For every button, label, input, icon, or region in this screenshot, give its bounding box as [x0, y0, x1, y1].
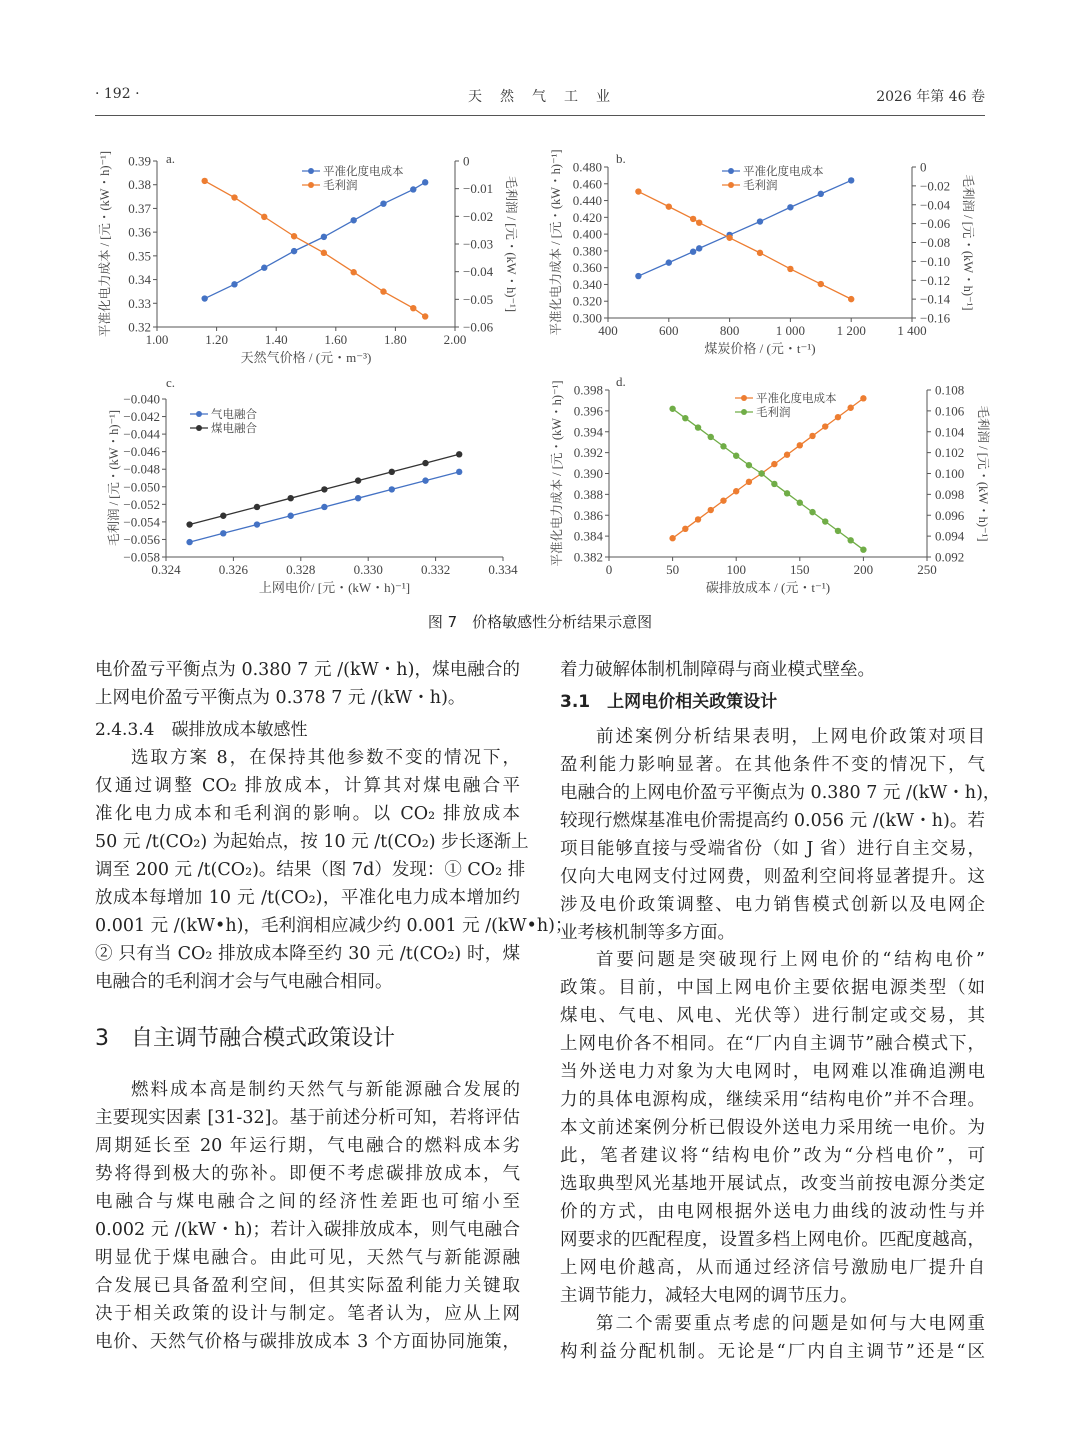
x-tick-label: 1.80: [384, 332, 407, 347]
y2-tick-label: 0.104: [935, 424, 965, 440]
text-line: 势将得到极大的弥补。即便不考虑碳排放成本，气: [95, 1164, 520, 1184]
text-line: 较现行燃煤基准电价需提高约 0.056 元 /(kW・h)。若: [560, 810, 985, 831]
chart-panel-c: [106, 375, 518, 595]
series-line: [673, 409, 864, 550]
text-line: 主要现实因素 [31-32]。基于前述分析可知，若将评估: [95, 1108, 520, 1128]
x-tick-label: 200: [853, 562, 874, 577]
text-line: 合发展已具备盈利空间，但其实际盈利能力关键取: [95, 1276, 520, 1296]
data-point: [422, 179, 428, 185]
y-tick-label: 0.396: [573, 403, 603, 419]
text-line: 电融合的上网电价盈亏平衡点为 0.380 7 元 /(kW・h)，: [560, 782, 1001, 803]
text-line: 仅通过调整 CO₂ 排放成本，计算其对煤电融合平: [95, 776, 520, 796]
legend-label: 平准化度电成本: [323, 166, 404, 178]
issue-info: 2026 年第 46 卷: [876, 89, 985, 105]
paragraph: [95, 1076, 520, 1356]
x-axis-label: 煤炭价格 / (元・t⁻¹): [704, 341, 816, 356]
x-tick-label: 2.00: [443, 332, 467, 347]
data-point: [635, 273, 641, 279]
y2-tick-label: −0.01: [463, 181, 494, 197]
x-tick-label: 0.334: [488, 562, 518, 577]
data-point: [797, 442, 803, 448]
x-tick-label: 1 200: [836, 323, 866, 338]
data-point: [231, 194, 237, 200]
x-tick-label: 1.40: [264, 332, 288, 347]
data-point: [666, 203, 672, 209]
series-line: [673, 398, 864, 538]
data-point: [757, 250, 763, 256]
data-point: [380, 200, 386, 206]
text-line: 0.001 元 /(kW•h)，毛利润相应减少约 0.001 元 /(kW•h)；: [95, 916, 573, 936]
y-tick-label: 0.32: [128, 319, 151, 335]
data-point: [733, 488, 739, 494]
x-tick-label: 100: [726, 562, 746, 577]
text-line: 仅向大电网支付过网费，则盈利空间将显著提升。这: [560, 866, 985, 887]
data-point: [186, 521, 192, 527]
text-line: 力的具体电源构成，继续采用“结构电价”并不合理。: [560, 1090, 985, 1111]
data-point: [422, 477, 428, 483]
text-line: 政策。目前，中国上网电价主要依据电源类型（如: [560, 978, 985, 999]
x-tick-label: 1.00: [145, 332, 169, 347]
data-point: [695, 424, 701, 430]
text-line: 50 元 /t(CO₂) 为起始点，按 10 元 /t(CO₂) 步长逐渐上: [95, 832, 529, 852]
y-tick-label: 0.420: [572, 209, 602, 225]
data-point: [695, 516, 701, 522]
x-tick-label: 400: [598, 323, 618, 338]
data-point: [321, 504, 327, 510]
legend-label: 平准化度电成本: [756, 393, 837, 405]
text-line: 涉及电价政策调整、电力销售模式创新以及电网企: [560, 894, 985, 915]
data-point: [818, 191, 824, 197]
data-point: [254, 504, 260, 510]
y2-tick-label: 0: [920, 159, 927, 175]
x-tick-label: 1 000: [775, 323, 806, 338]
data-point: [809, 509, 815, 515]
y-tick-label: 0.320: [572, 293, 602, 309]
data-point: [771, 481, 777, 487]
y-tick-label: 0.440: [572, 193, 602, 209]
y-tick-label: −0.048: [123, 461, 160, 477]
data-point: [733, 453, 739, 459]
y-tick-label: −0.050: [123, 479, 160, 495]
y2-tick-label: −0.10: [920, 253, 951, 269]
legend-label: 毛利润: [756, 407, 791, 419]
paragraph: [95, 656, 520, 712]
data-point: [261, 214, 267, 220]
text-line: 燃料成本高是制约天然气与新能源融合发展的: [131, 1080, 520, 1100]
text-line: 项目能够直接与受端省份（如 J 省）进行自主交易，: [560, 838, 985, 859]
y-tick-label: 0.392: [573, 445, 603, 461]
y-tick-label: −0.044: [123, 426, 160, 442]
data-point: [726, 235, 732, 241]
y-tick-label: 0.33: [128, 295, 151, 311]
data-point: [220, 530, 226, 536]
text-line: 准化电力成本和毛利润的影响。以 CO₂ 排放成本: [95, 804, 520, 824]
x-tick-label: 0.330: [353, 562, 383, 577]
y-tick-label: 0.360: [572, 260, 602, 276]
y-tick-label: 0.300: [572, 310, 602, 326]
data-point: [456, 469, 462, 475]
text-line: 构利益分配机制。无论是“厂内自主调节”还是“区: [560, 1342, 985, 1363]
data-point: [771, 461, 777, 467]
data-point: [860, 395, 866, 401]
x-tick-label: 0.328: [286, 562, 316, 577]
y2-tick-label: −0.16: [920, 310, 951, 326]
text-line: 电融合的毛利润才会与气电融合相同。: [95, 972, 393, 992]
y2-tick-label: −0.08: [920, 235, 951, 250]
journal-title: 天 然 气 工 业: [468, 89, 612, 105]
data-point: [696, 219, 702, 225]
y2-axis-label: 毛利润 / [元・(kW・h)⁻¹]: [504, 175, 518, 313]
text-line: 放成本每增加 10 元 /t(CO₂)，平准化电力成本增加约: [95, 888, 520, 908]
y2-tick-label: 0: [463, 153, 470, 169]
chart-panel-d: [549, 374, 991, 595]
data-point: [720, 497, 726, 503]
data-point: [682, 415, 688, 421]
y2-tick-label: −0.02: [920, 178, 951, 194]
y-tick-label: 0.39: [128, 153, 151, 169]
text-line: 价的方式，由电网根据外送电力曲线的波动性与并: [560, 1202, 985, 1223]
series-1: [669, 405, 866, 553]
y-tick-label: 0.35: [128, 248, 151, 264]
y-tick-label: 0.382: [573, 549, 603, 565]
data-point: [321, 486, 327, 492]
data-point: [669, 535, 675, 541]
data-point: [321, 234, 327, 240]
y-tick-label: 0.480: [572, 159, 602, 175]
data-point: [410, 305, 416, 311]
y-tick-label: 0.340: [572, 276, 602, 292]
x-tick-label: 50: [666, 562, 680, 577]
x-tick-label: 1.60: [324, 332, 348, 347]
series-1: [186, 421, 462, 528]
y2-tick-label: −0.04: [920, 197, 951, 213]
data-point: [822, 423, 828, 429]
text-line: 上网电价盈亏平衡点为 0.378 7 元 /(kW・h)。: [95, 688, 466, 708]
data-point: [682, 526, 688, 532]
text-line: 主调节能力，减轻大电网的调节压力。: [560, 1286, 858, 1307]
legend-label: 煤电融合: [211, 423, 257, 435]
data-point: [201, 178, 207, 184]
y2-tick-label: 0.102: [935, 445, 965, 461]
data-point: [635, 188, 641, 194]
text-line: 着力破解体制机制障碍与商业模式壁垒。: [560, 660, 875, 680]
data-point: [784, 490, 790, 496]
figure-caption: 图 7 价格敏感性分析结果示意图: [427, 613, 653, 631]
x-axis-label: 上网电价/ [元・(kW・h)⁻¹]: [258, 580, 411, 595]
panel-label: c.: [166, 375, 176, 390]
y-axis-label: 平准化电力成本 / [元・(kW・h)⁻¹]: [549, 149, 563, 336]
y-tick-label: 0.34: [128, 272, 151, 288]
data-point: [708, 507, 714, 513]
x-tick-label: 1 400: [897, 323, 927, 338]
paragraph: [95, 744, 573, 996]
legend-label: 毛利润: [323, 180, 358, 192]
data-point: [784, 452, 790, 458]
x-tick-label: 250: [917, 562, 937, 577]
section-heading: 3.1 上网电价相关政策设计: [560, 691, 778, 712]
y2-tick-label: −0.04: [463, 264, 494, 280]
data-point: [389, 486, 395, 492]
text-line: 网要求的匹配程度，设置多档上网电价。匹配度越高，: [560, 1230, 985, 1251]
text-line: 电价、天然气价格与碳排放成本 3 个方面协同施策，: [95, 1332, 520, 1352]
left-column: [95, 656, 573, 1356]
text-line: 选取方案 8，在保持其他参数不变的情况下，: [131, 748, 520, 768]
data-point: [291, 233, 297, 239]
legend-label: 毛利润: [743, 180, 778, 192]
text-line: 周期延长至 20 年运行期，气电融合的燃料成本劣: [95, 1136, 520, 1156]
panel-label: a.: [166, 151, 176, 166]
data-point: [848, 177, 854, 183]
x-tick-label: 600: [659, 323, 679, 338]
y2-tick-label: 0.100: [935, 466, 965, 481]
legend-marker: [308, 182, 314, 188]
text-line: ② 只有当 CO₂ 排放成本降至约 30 元 /t(CO₂) 时，煤: [95, 944, 520, 964]
data-point: [696, 245, 702, 251]
y-tick-label: 0.380: [572, 243, 602, 259]
text-line: 本文前述案例分析已假设外送电力采用统一电价。为: [560, 1118, 985, 1139]
y2-axis-label: 毛利润 / [元・(kW・h)⁻¹]: [961, 174, 975, 311]
data-point: [746, 462, 752, 468]
y2-tick-label: −0.03: [463, 236, 494, 252]
data-point: [355, 477, 361, 483]
text-line: 当外送电力对象为大电网时，电网难以准确追溯电: [560, 1062, 985, 1083]
text-line: 第二个需要重点考虑的问题是如何与大电网重: [596, 1314, 985, 1335]
x-tick-label: 800: [719, 323, 740, 338]
chart-panel-b: [548, 149, 976, 356]
y-tick-label: 0.37: [128, 200, 151, 216]
figure-7-charts: [0, 0, 1080, 610]
y2-axis-label: 毛利润 / [元・(kW・h)⁻¹]: [976, 405, 990, 542]
legend-marker: [741, 395, 747, 401]
y2-tick-label: −0.14: [920, 291, 951, 307]
data-point: [787, 204, 793, 210]
data-point: [422, 460, 428, 466]
data-point: [380, 288, 386, 294]
y2-tick-label: 0.092: [935, 549, 965, 565]
y-tick-label: 0.36: [128, 224, 151, 240]
legend-marker: [728, 182, 734, 188]
y-tick-label: 0.398: [573, 382, 603, 398]
data-point: [287, 513, 293, 519]
legend-label: 平准化度电成本: [743, 166, 824, 178]
data-point: [231, 281, 237, 287]
y-tick-label: −0.056: [123, 531, 160, 547]
data-point: [186, 539, 192, 545]
right-column: [560, 656, 1001, 1366]
data-point: [848, 296, 854, 302]
data-point: [835, 414, 841, 420]
y-axis-label: 平准化电力成本 / [元・(kW・h)⁻¹]: [550, 380, 564, 567]
y2-tick-label: 0.108: [935, 382, 965, 398]
y-axis-label: 平准化电力成本 / [元・(kW・h)⁻¹]: [98, 150, 112, 338]
y-tick-label: 0.394: [573, 424, 603, 440]
section-heading: 2.4.3.4 碳排放成本敏感性: [95, 720, 308, 740]
data-point: [720, 443, 726, 449]
y-tick-label: 0.388: [573, 486, 603, 502]
text-line: 0.002 元 /(kW・h)；若计入碳排放成本，则气电融合: [95, 1220, 520, 1240]
data-point: [835, 528, 841, 534]
x-tick-label: 150: [790, 562, 810, 577]
text-line: 首要问题是突破现行上网电价的“结构电价”: [596, 950, 985, 971]
text-line: 此，笔者建议将“结构电价”改为“分档电价”，可: [560, 1146, 985, 1167]
text-line: 调至 200 元 /t(CO₂)。结果（图 7d）发现：① CO₂ 排: [95, 860, 526, 880]
text-line: 前述案例分析结果表明，上网电价政策对项目: [596, 726, 985, 747]
data-point: [757, 218, 763, 224]
panel-label: d.: [616, 374, 626, 389]
data-point: [860, 546, 866, 552]
legend-marker: [196, 411, 202, 417]
data-point: [422, 313, 428, 319]
text-line: 业考核机制等多方面。: [560, 922, 735, 943]
x-tick-label: 0.332: [420, 562, 451, 577]
data-point: [847, 405, 853, 411]
y-tick-label: 0.384: [573, 528, 603, 544]
data-point: [669, 406, 675, 412]
data-point: [201, 295, 207, 301]
panel-label: b.: [616, 151, 626, 166]
y-tick-label: −0.054: [123, 514, 160, 530]
y2-tick-label: 0.096: [935, 507, 965, 523]
data-point: [389, 469, 395, 475]
y2-tick-label: −0.02: [463, 208, 494, 224]
data-point: [350, 217, 356, 223]
data-point: [818, 281, 824, 287]
x-tick-label: 0.326: [218, 562, 249, 577]
data-point: [220, 513, 226, 519]
y-tick-label: −0.052: [123, 496, 160, 512]
data-point: [787, 266, 793, 272]
page-number: · 192 ·: [95, 86, 140, 102]
section-heading: 3 自主调节融合模式政策设计: [95, 1026, 395, 1051]
data-point: [355, 495, 361, 501]
data-point: [809, 433, 815, 439]
data-point: [291, 248, 297, 254]
paragraph: [560, 656, 985, 684]
legend-label: 气电融合: [211, 409, 257, 421]
text-line: 上网电价越高，从而通过经济信号激励电厂提升自: [560, 1258, 985, 1279]
legend-marker: [728, 168, 734, 174]
data-point: [708, 434, 714, 440]
paragraph: [560, 1310, 985, 1366]
y-tick-label: 0.460: [572, 176, 602, 192]
y-axis-label: 毛利润 / [元・(kW・h)⁻¹]: [107, 409, 121, 547]
text-line: 盈利能力影响显著。在其他条件不变的情况下，气: [560, 754, 985, 775]
text-line: 煤电、气电、风电、光伏等）进行制定或交易，其: [560, 1006, 985, 1027]
x-tick-label: 0: [605, 562, 613, 577]
data-point: [321, 250, 327, 256]
data-point: [261, 265, 267, 271]
y-tick-label: −0.040: [123, 391, 160, 407]
y-tick-label: 0.38: [128, 177, 151, 193]
data-point: [758, 470, 764, 476]
data-point: [690, 249, 696, 255]
text-line: 选取典型风光基地开展试点，改变当前按电源分类定: [560, 1174, 985, 1195]
y-tick-label: −0.046: [123, 444, 160, 460]
y2-tick-label: 0.098: [935, 486, 965, 502]
y2-tick-label: −0.06: [463, 319, 494, 335]
data-point: [254, 521, 260, 527]
data-point: [410, 186, 416, 192]
paragraph: [560, 946, 985, 1310]
x-axis-label: 碳排放成本 / (元・t⁻¹): [705, 580, 831, 595]
y2-tick-label: −0.06: [920, 216, 951, 232]
y2-tick-label: 0.106: [935, 403, 965, 419]
chart-panel-a: [97, 151, 519, 365]
data-point: [822, 518, 828, 524]
y-tick-label: 0.400: [572, 226, 602, 242]
data-point: [847, 537, 853, 543]
y-tick-label: −0.058: [123, 549, 160, 565]
data-point: [690, 216, 696, 222]
text-line: 电价盈亏平衡点为 0.380 7 元 /(kW・h)，煤电融合的: [95, 660, 520, 680]
y2-tick-label: −0.05: [463, 291, 494, 307]
data-point: [350, 269, 356, 275]
legend-marker: [308, 168, 314, 174]
text-line: 上网电价各不相同。在“厂内自主调节”融合模式下，: [560, 1034, 985, 1055]
data-point: [456, 451, 462, 457]
paragraph: [560, 723, 1001, 947]
text-line: 决于相关政策的设计与制定。笔者认为，应从上网: [95, 1304, 520, 1324]
data-point: [287, 495, 293, 501]
legend-marker: [741, 409, 747, 415]
legend-marker: [196, 425, 202, 431]
y2-tick-label: 0.094: [935, 528, 965, 544]
y2-tick-label: −0.12: [920, 272, 951, 288]
data-point: [746, 479, 752, 485]
x-tick-label: 1.20: [205, 332, 228, 347]
x-tick-label: 0.324: [151, 562, 181, 577]
text-line: 电融合与煤电融合之间的经济性差距也可缩小至: [95, 1192, 520, 1212]
y-tick-label: 0.386: [573, 507, 603, 523]
data-point: [666, 259, 672, 265]
y-tick-label: −0.042: [123, 409, 160, 425]
y-tick-label: 0.390: [573, 466, 603, 481]
text-line: 明显优于煤电融合。由此可见，天然气与新能源融: [95, 1248, 520, 1268]
series-line: [205, 181, 426, 317]
data-point: [797, 500, 803, 506]
x-axis-label: 天然气价格 / (元・m⁻³): [240, 350, 372, 365]
